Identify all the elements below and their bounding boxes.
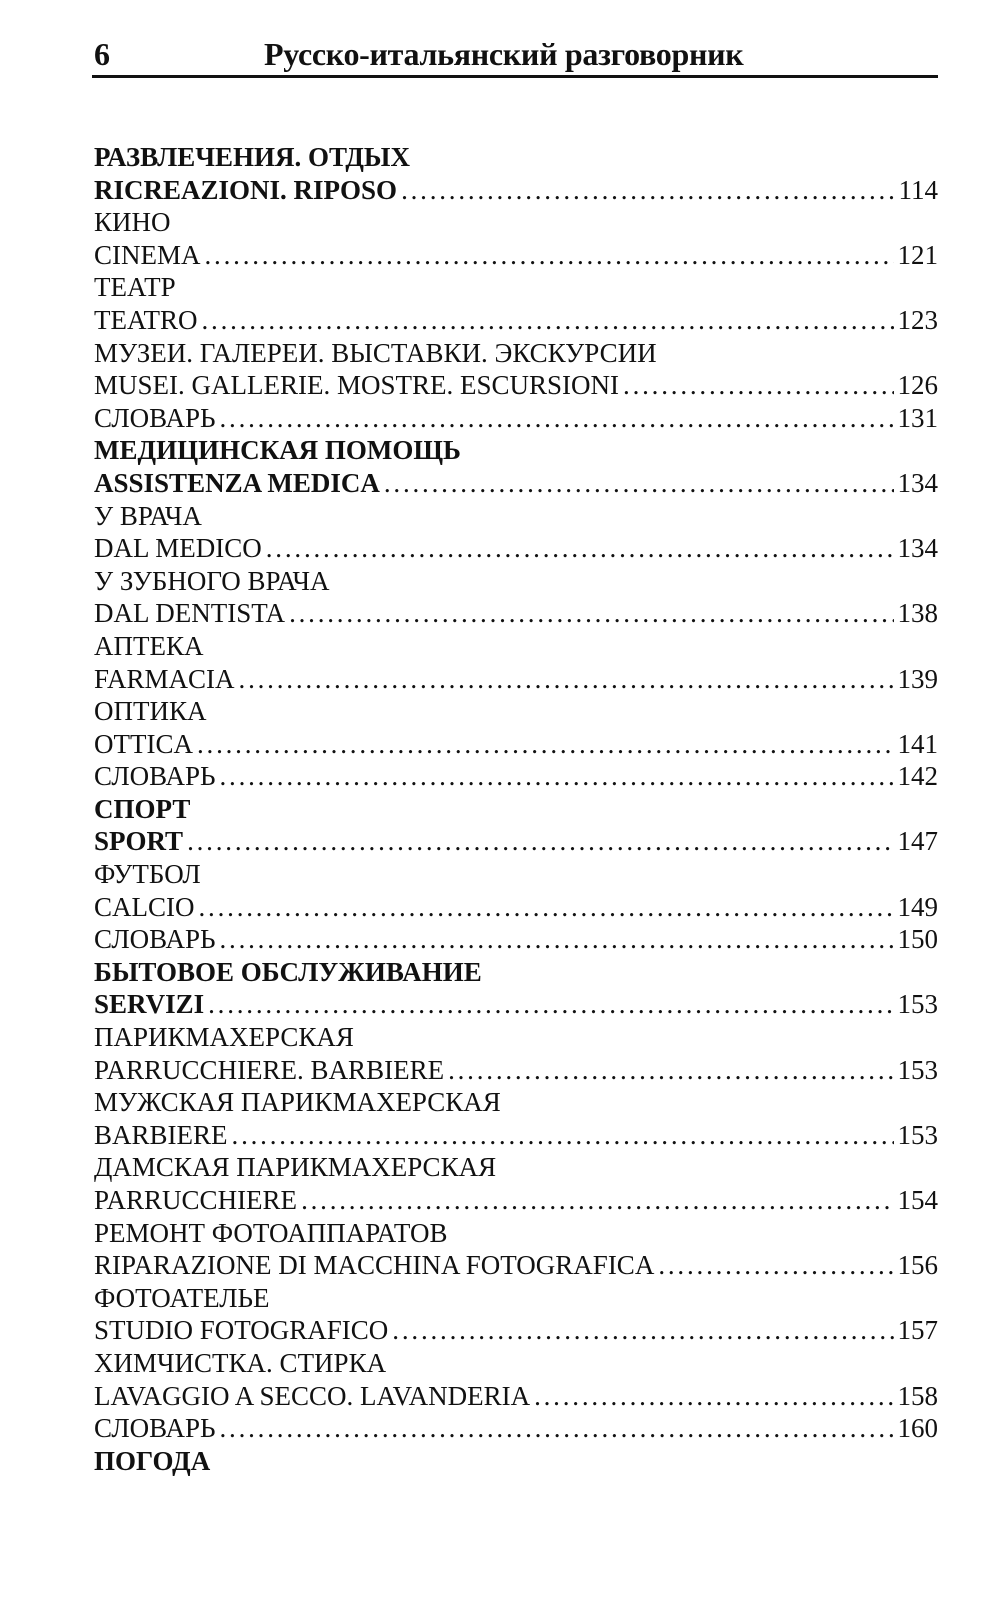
toc-entry: [94, 532, 938, 565]
toc-section-heading: [94, 1086, 938, 1119]
toc-entry-page-number: 158: [897, 1380, 938, 1411]
toc-section-heading: [94, 434, 938, 467]
toc-entry-title: ХИМЧИСТКА. СТИРКА: [94, 1347, 387, 1378]
toc-entry: [94, 1412, 938, 1445]
toc-entry-title: PARRUCCHIERE. BARBIERE: [94, 1054, 445, 1085]
toc-section-heading: [94, 858, 938, 891]
page-header: [92, 34, 938, 76]
toc-entry-title: РЕМОНТ ФОТОАППАРАТОВ: [94, 1217, 448, 1248]
toc-entry-title: У ЗУБНОГО ВРАЧА: [94, 565, 330, 596]
toc-section-heading: [94, 1445, 938, 1478]
toc-section-heading: [94, 1282, 938, 1315]
toc-entry-page-number: 123: [897, 304, 938, 335]
toc-entry-title: PARRUCCHIERE: [94, 1185, 298, 1215]
toc-section-heading: [94, 565, 938, 598]
toc-entry-title: MUSEI. GALLERIE. MOSTRE. ESCURSIONI: [94, 370, 620, 401]
dot-leader: [239, 663, 894, 696]
dot-leader: [289, 597, 893, 630]
dot-leader: [401, 174, 894, 207]
dot-leader: [219, 923, 893, 956]
toc-section-heading: [94, 271, 938, 304]
toc-entry-title: СЛОВАРЬ: [94, 924, 216, 955]
toc-entry: [94, 402, 938, 435]
toc-entry-title: ОПТИКА: [94, 696, 207, 727]
toc-entry-title: SERVIZI: [94, 989, 205, 1020]
dot-leader: [658, 1249, 893, 1282]
toc-section-heading: [94, 793, 938, 826]
toc-entry: [94, 369, 938, 402]
toc-entry-title: LAVAGGIO A SECCO. LAVANDERIA: [94, 1380, 531, 1411]
dot-leader: [301, 1184, 893, 1217]
toc-entry-title: ПАРИКМАХЕРСКАЯ: [94, 1022, 354, 1053]
toc-entry-title: CALCIO: [94, 891, 195, 922]
dot-leader: [208, 988, 893, 1021]
toc-entry-page-number: 134: [897, 533, 938, 564]
dot-leader: [219, 1412, 893, 1445]
dot-leader: [232, 1119, 894, 1152]
toc-entry: [94, 1314, 938, 1347]
dot-leader: [199, 891, 894, 924]
dot-leader: [197, 728, 894, 761]
header-rule: [92, 75, 938, 78]
toc-entry-title: У ВРАЧА: [94, 500, 202, 531]
toc-entry-page-number: 156: [897, 1250, 938, 1281]
toc-entry-title: КИНО: [94, 207, 171, 238]
toc-entry-title: ДАМСКАЯ ПАРИКМАХЕРСКАЯ: [94, 1152, 497, 1183]
toc-entry: [94, 923, 938, 956]
toc-entry-page-number: 134: [897, 467, 938, 498]
toc-entry-page-number: 126: [897, 370, 938, 401]
toc-entry: [94, 174, 938, 207]
toc-entry-title: АПТЕКА: [94, 630, 204, 661]
toc-entry-title: СЛОВАРЬ: [94, 402, 216, 433]
toc-entry: [94, 467, 938, 500]
toc-entry-page-number: 147: [897, 826, 938, 857]
toc-section-heading: [94, 1347, 938, 1380]
toc-entry-title: RICREAZIONI. RIPOSO: [94, 174, 398, 205]
page-number: 6: [94, 36, 110, 72]
dot-leader: [187, 825, 893, 858]
toc-entry-title: FARMACIA: [94, 663, 235, 694]
toc-entry-title: СЛОВАРЬ: [94, 1413, 216, 1444]
toc-entry-title: RIPARAZIONE DI MACCHINA FOTOGRAFICA: [94, 1250, 655, 1281]
toc-entry-title: СПОРТ: [94, 793, 191, 824]
toc-entry-title: ПОГОДА: [94, 1445, 211, 1476]
toc-entry-page-number: 157: [897, 1315, 938, 1346]
toc-entry-page-number: 149: [897, 891, 938, 922]
dot-leader: [205, 239, 894, 272]
toc-entry-page-number: 153: [897, 989, 938, 1020]
toc-entry-title: МУЗЕИ. ГАЛЕРЕИ. ВЫСТАВКИ. ЭКСКУРСИИ: [94, 337, 657, 368]
toc-entry: [94, 304, 938, 337]
toc-entry: [94, 239, 938, 272]
toc-entry: [94, 1380, 938, 1413]
toc-section-heading: [94, 1217, 938, 1250]
toc-entry-page-number: 153: [897, 1054, 938, 1085]
toc-entry: [94, 988, 938, 1021]
toc-section-heading: [94, 956, 938, 989]
toc-section-heading: [94, 1021, 938, 1054]
toc-entry: [94, 597, 938, 630]
toc-entry-page-number: 131: [897, 402, 938, 433]
toc-entry-page-number: 150: [897, 924, 938, 955]
toc-entry-title: ФУТБОЛ: [94, 859, 201, 890]
toc-section-heading: [94, 695, 938, 728]
toc-entry-title: ФОТОАТЕЛЬЕ: [94, 1282, 270, 1313]
table-of-contents: [94, 141, 938, 1477]
toc-entry-title: CINEMA: [94, 239, 201, 270]
toc-section-heading: [94, 630, 938, 663]
toc-entry-title: СЛОВАРЬ: [94, 761, 216, 792]
toc-entry-title: BARBIERE: [94, 1119, 228, 1150]
toc-entry-title: DAL DENTISTA: [94, 598, 286, 629]
toc-entry: [94, 825, 938, 858]
dot-leader: [448, 1054, 893, 1087]
toc-entry-page-number: 121: [897, 239, 938, 270]
dot-leader: [392, 1314, 893, 1347]
toc-section-heading: [94, 206, 938, 239]
toc-entry-page-number: 138: [897, 598, 938, 629]
toc-section-heading: [94, 141, 938, 174]
toc-entry: [94, 663, 938, 696]
toc-entry: [94, 728, 938, 761]
dot-leader: [219, 402, 893, 435]
toc-entry-title: STUDIO FOTOGRAFICO: [94, 1315, 389, 1346]
toc-section-heading: [94, 500, 938, 533]
toc-entry-title: OTTICA: [94, 728, 193, 759]
dot-leader: [266, 532, 894, 565]
toc-entry: [94, 891, 938, 924]
dot-leader: [219, 760, 893, 793]
toc-entry: [94, 1119, 938, 1152]
toc-entry-title: МУЖСКАЯ ПАРИКМАХЕРСКАЯ: [94, 1087, 501, 1118]
toc-entry-title: ASSISTENZA MEDICA: [94, 467, 380, 498]
toc-entry-page-number: 141: [897, 728, 938, 759]
toc-entry-title: МЕДИЦИНСКАЯ ПОМОЩЬ: [94, 435, 461, 466]
toc-entry-page-number: 160: [897, 1413, 938, 1444]
dot-leader: [623, 369, 893, 402]
toc-entry-page-number: 154: [897, 1185, 938, 1215]
toc-entry-title: БЫТОВОЕ ОБСЛУЖИВАНИЕ: [94, 956, 482, 987]
toc-entry-title: DAL MEDICO: [94, 533, 262, 564]
toc-entry: [94, 760, 938, 793]
toc-entry-page-number: 142: [897, 761, 938, 792]
toc-entry-title: ТЕАТР: [94, 272, 176, 303]
toc-section-heading: [94, 1151, 938, 1184]
toc-entry-title: TEATRO: [94, 304, 198, 335]
toc-entry-page-number: 153: [897, 1119, 938, 1150]
toc-entry: [94, 1249, 938, 1282]
toc-entry: [94, 1184, 938, 1217]
dot-leader: [202, 304, 894, 337]
toc-entry-page-number: 139: [897, 663, 938, 694]
dot-leader: [384, 467, 894, 500]
dot-leader: [534, 1380, 893, 1413]
toc-entry-title: РАЗВЛЕЧЕНИЯ. ОТДЫХ: [94, 142, 410, 172]
running-title: Русско-итальянский разговорник: [264, 36, 744, 72]
toc-entry: [94, 1054, 938, 1087]
toc-section-heading: [94, 337, 938, 370]
toc-entry-page-number: 114: [898, 174, 938, 205]
toc-entry-title: SPORT: [94, 826, 184, 857]
